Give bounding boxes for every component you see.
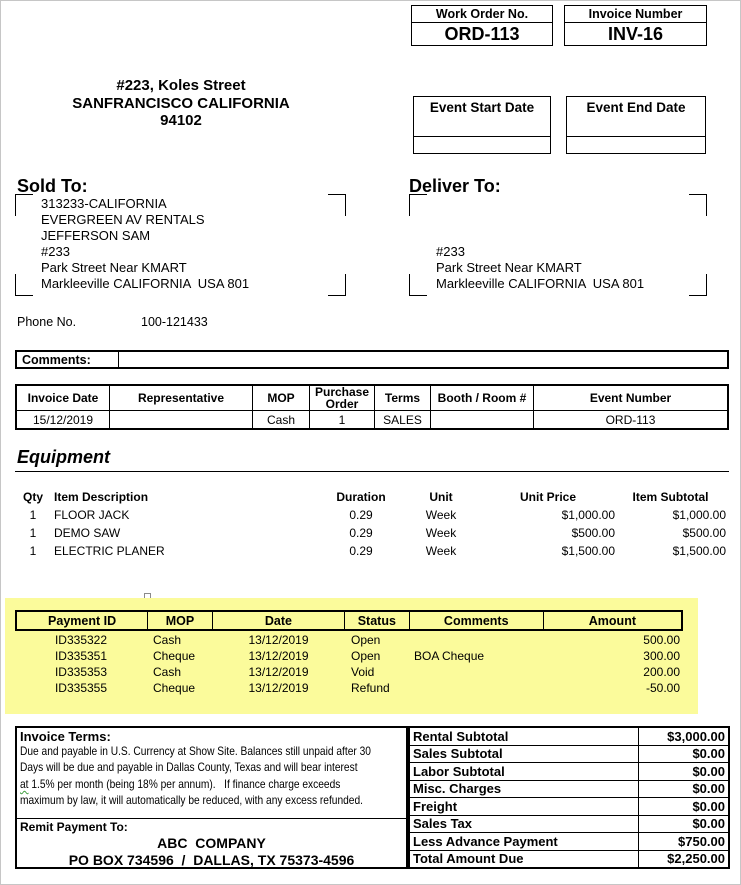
equipment-rule [15,471,729,472]
equipment-cell: Week [425,526,457,540]
equipment-cell: 0.29 [349,526,373,540]
totals-row [410,850,728,868]
payment-cell: Cheque [153,681,196,695]
order-info-cell [431,411,534,428]
order-info-header: Event Number [589,391,672,405]
invoice-terms-line: Days will be due and payable in Dallas County, Texas and will bear interest [20,760,358,774]
order-info-header: Invoice Date [17,386,110,410]
event-end-date-box [566,96,706,154]
equipment-cell: $1,000.00 [561,508,615,522]
payment-cell: ID335322 [54,633,108,647]
invoice-terms-line: maximum by law, it will automatically be reduced, with any excess refunded. [20,793,363,807]
equipment-cell: ELECTRIC PLANER [54,544,165,558]
equipment-header: Qty [22,490,43,504]
equipment-heading: Equipment [17,447,110,467]
totals-value: $0.00 [638,816,728,833]
equipment-cell: $500.00 [682,526,726,540]
order-info-cell: Cash [253,411,310,428]
company-address [21,77,341,130]
totals-value: $2,250.00 [638,851,728,868]
payment-cell [410,633,545,647]
payment-cell: 300.00 [643,649,680,663]
equipment-cell: Week [425,508,457,522]
order-info-header: Booth / Room # [431,386,534,410]
work-order-label: Work Order No. [412,6,552,23]
totals-row [410,815,728,833]
payment-cell: Void [351,665,375,679]
equipment-row [15,526,729,541]
remit-divider [17,818,406,819]
payment-cell: Refund [351,681,390,695]
equipment-cell: 1 [29,508,37,522]
totals-row [410,832,728,850]
payment-cell: Open [351,649,381,663]
totals-label: Rental Subtotal [413,728,509,744]
deliver-to-line [436,196,644,212]
equipment-cell: 1 [29,526,37,540]
payment-cell: 13/12/2019 [248,633,309,647]
sold-to-line: Markleeville CALIFORNIA USA 801 [41,276,250,291]
comments-label: Comments: [17,352,119,367]
equipment-cell: FLOOR JACK [54,508,130,522]
order-info-cell: 1 [310,411,375,428]
corner-bracket-icon [328,194,346,216]
payments-header: MOP [148,612,213,629]
totals-label: Sales Subtotal [413,746,503,762]
order-info-table [15,384,729,430]
corner-bracket-icon [409,194,427,216]
equipment-header: Unit Price [519,490,576,504]
invoice-number-box [564,5,707,46]
payment-cell: 13/12/2019 [248,649,309,663]
corner-bracket-icon [15,194,33,216]
totals-label: Total Amount Due [413,851,524,867]
work-order-box [411,5,553,46]
invoice-number-label: Invoice Number [565,6,706,23]
equipment-cell: $1,500.00 [561,544,615,558]
payment-cell: ID335351 [54,649,108,663]
invoice-terms-line-rest: 1.5% per month (being 18% per annum). If finance charge exceeds [28,777,341,791]
remit-payment-label: Remit Payment To: [20,820,128,834]
totals-value: $3,000.00 [638,728,728,745]
payments-header-row [15,610,683,631]
totals-value: $0.00 [638,746,728,763]
equipment-header: Duration [336,490,386,504]
payment-cell: Open [351,633,381,647]
deliver-to-line [436,228,644,244]
totals-label: Less Advance Payment [413,833,558,849]
payment-cell: ID335353 [54,665,108,679]
deliver-to-line [436,212,644,228]
event-start-date-box [413,96,551,154]
payment-cell: 13/12/2019 [248,665,309,679]
company-address-line: 94102 [160,112,202,129]
invoice-terms-label: Invoice Terms: [20,729,111,744]
totals-value: $0.00 [638,781,728,798]
invoice-number-value: INV-16 [607,23,664,44]
deliver-to-address [436,196,644,292]
order-info-header: MOP [253,386,310,410]
sold-to-heading: Sold To: [17,176,88,196]
equipment-cell: 0.29 [349,508,373,522]
totals-row [410,762,728,780]
totals-value: $0.00 [638,798,728,815]
totals-row [410,745,728,763]
sold-to-line: Park Street Near KMART [41,260,187,275]
corner-bracket-icon [689,274,707,296]
payment-cell: 200.00 [643,665,680,679]
equipment-cell: 0.29 [349,544,373,558]
equipment-cell: 1 [29,544,37,558]
order-info-row [17,410,727,428]
payment-cell: BOA Cheque [414,649,485,663]
phone-label: Phone No. [17,315,77,329]
invoice-terms-box [15,726,408,869]
remit-company: ABC COMPANY [157,835,266,851]
sold-to-line: #233 [41,244,70,259]
sold-to-line: JEFFERSON SAM [41,228,151,243]
payment-row [15,681,683,695]
invoice-terms-line [20,777,340,791]
payment-row [15,649,683,663]
corner-bracket-icon [15,274,33,296]
event-end-date-label: Event End Date [567,97,705,137]
equipment-row [15,544,729,559]
equipment-cell: Week [425,544,457,558]
event-start-date-value [414,137,550,153]
equipment-cell: DEMO SAW [54,526,121,540]
equipment-row [15,508,729,523]
payment-cell: -50.00 [645,681,680,695]
comments-box [15,350,729,369]
order-info-cell: 15/12/2019 [17,411,110,428]
payment-cell: 13/12/2019 [248,681,309,695]
deliver-to-line: Markleeville CALIFORNIA USA 801 [436,276,645,291]
sold-to-address [41,196,249,292]
equipment-header: Unit [429,490,453,504]
payments-header: Comments [410,612,544,629]
corner-bracket-icon [328,274,346,296]
event-start-date-label: Event Start Date [414,97,550,137]
equipment-cell: $1,500.00 [672,544,726,558]
totals-label: Freight [413,798,458,814]
equipment-cell: $1,000.00 [672,508,726,522]
totals-row [410,780,728,798]
equipment-header-row [15,490,729,505]
company-address-line: #223, Koles Street [116,77,246,94]
payment-cell: Cash [153,633,182,647]
totals-label: Sales Tax [413,816,473,832]
company-address-line: SANFRANCISCO CALIFORNIA [72,94,290,112]
equipment-cell: $500.00 [571,526,615,540]
order-info-cell: SALES [375,411,431,428]
totals-label: Labor Subtotal [413,763,505,779]
remit-address: PO BOX 734596 / DALLAS, TX 75373-4596 [68,852,355,868]
misspelled-word: at [20,777,29,791]
order-info-cell [110,411,253,428]
deliver-to-line: Park Street Near KMART [436,260,582,275]
comments-value [119,352,727,367]
totals-value: $750.00 [638,833,728,850]
totals-row [410,728,728,745]
deliver-to-heading: Deliver To: [409,176,501,196]
payments-header: Status [345,612,410,629]
totals-row [410,797,728,815]
sold-to-line: 313233-CALIFORNIA [41,196,167,211]
order-info-header-row [17,386,727,410]
payments-header: Payment ID [17,612,148,629]
phone-value: 100-121433 [141,315,208,329]
corner-bracket-icon [689,194,707,216]
sold-to-line: EVERGREEN AV RENTALS [41,212,205,227]
totals-value: $0.00 [638,763,728,780]
payments-header: Date [213,612,345,629]
payment-cell [410,681,545,695]
payment-row [15,665,683,679]
order-info-header: Terms [375,386,431,410]
order-info-cell: ORD-113 [605,412,656,427]
event-end-date-value [567,137,705,153]
payment-cell: ID335355 [54,681,108,695]
equipment-header: Item Subtotal [632,490,709,504]
deliver-to-line: #233 [436,244,465,259]
work-order-value: ORD-113 [444,23,520,44]
corner-bracket-icon [409,274,427,296]
totals-label: Misc. Charges [413,781,502,797]
payment-cell: Cash [153,665,182,679]
order-info-header: Representative [110,386,253,410]
payment-cell [410,665,545,679]
equipment-header: Item Description [54,490,149,504]
invoice-terms-line: Due and payable in U.S. Currency at Show Site. Balances still unpaid after 30 [20,744,371,758]
payment-cell: Cheque [153,649,196,663]
payment-row [15,633,683,647]
order-info-header: Purchase Order [310,386,375,410]
totals-table [408,726,730,869]
payments-header: Amount [588,613,636,628]
payment-cell: 500.00 [643,633,680,647]
